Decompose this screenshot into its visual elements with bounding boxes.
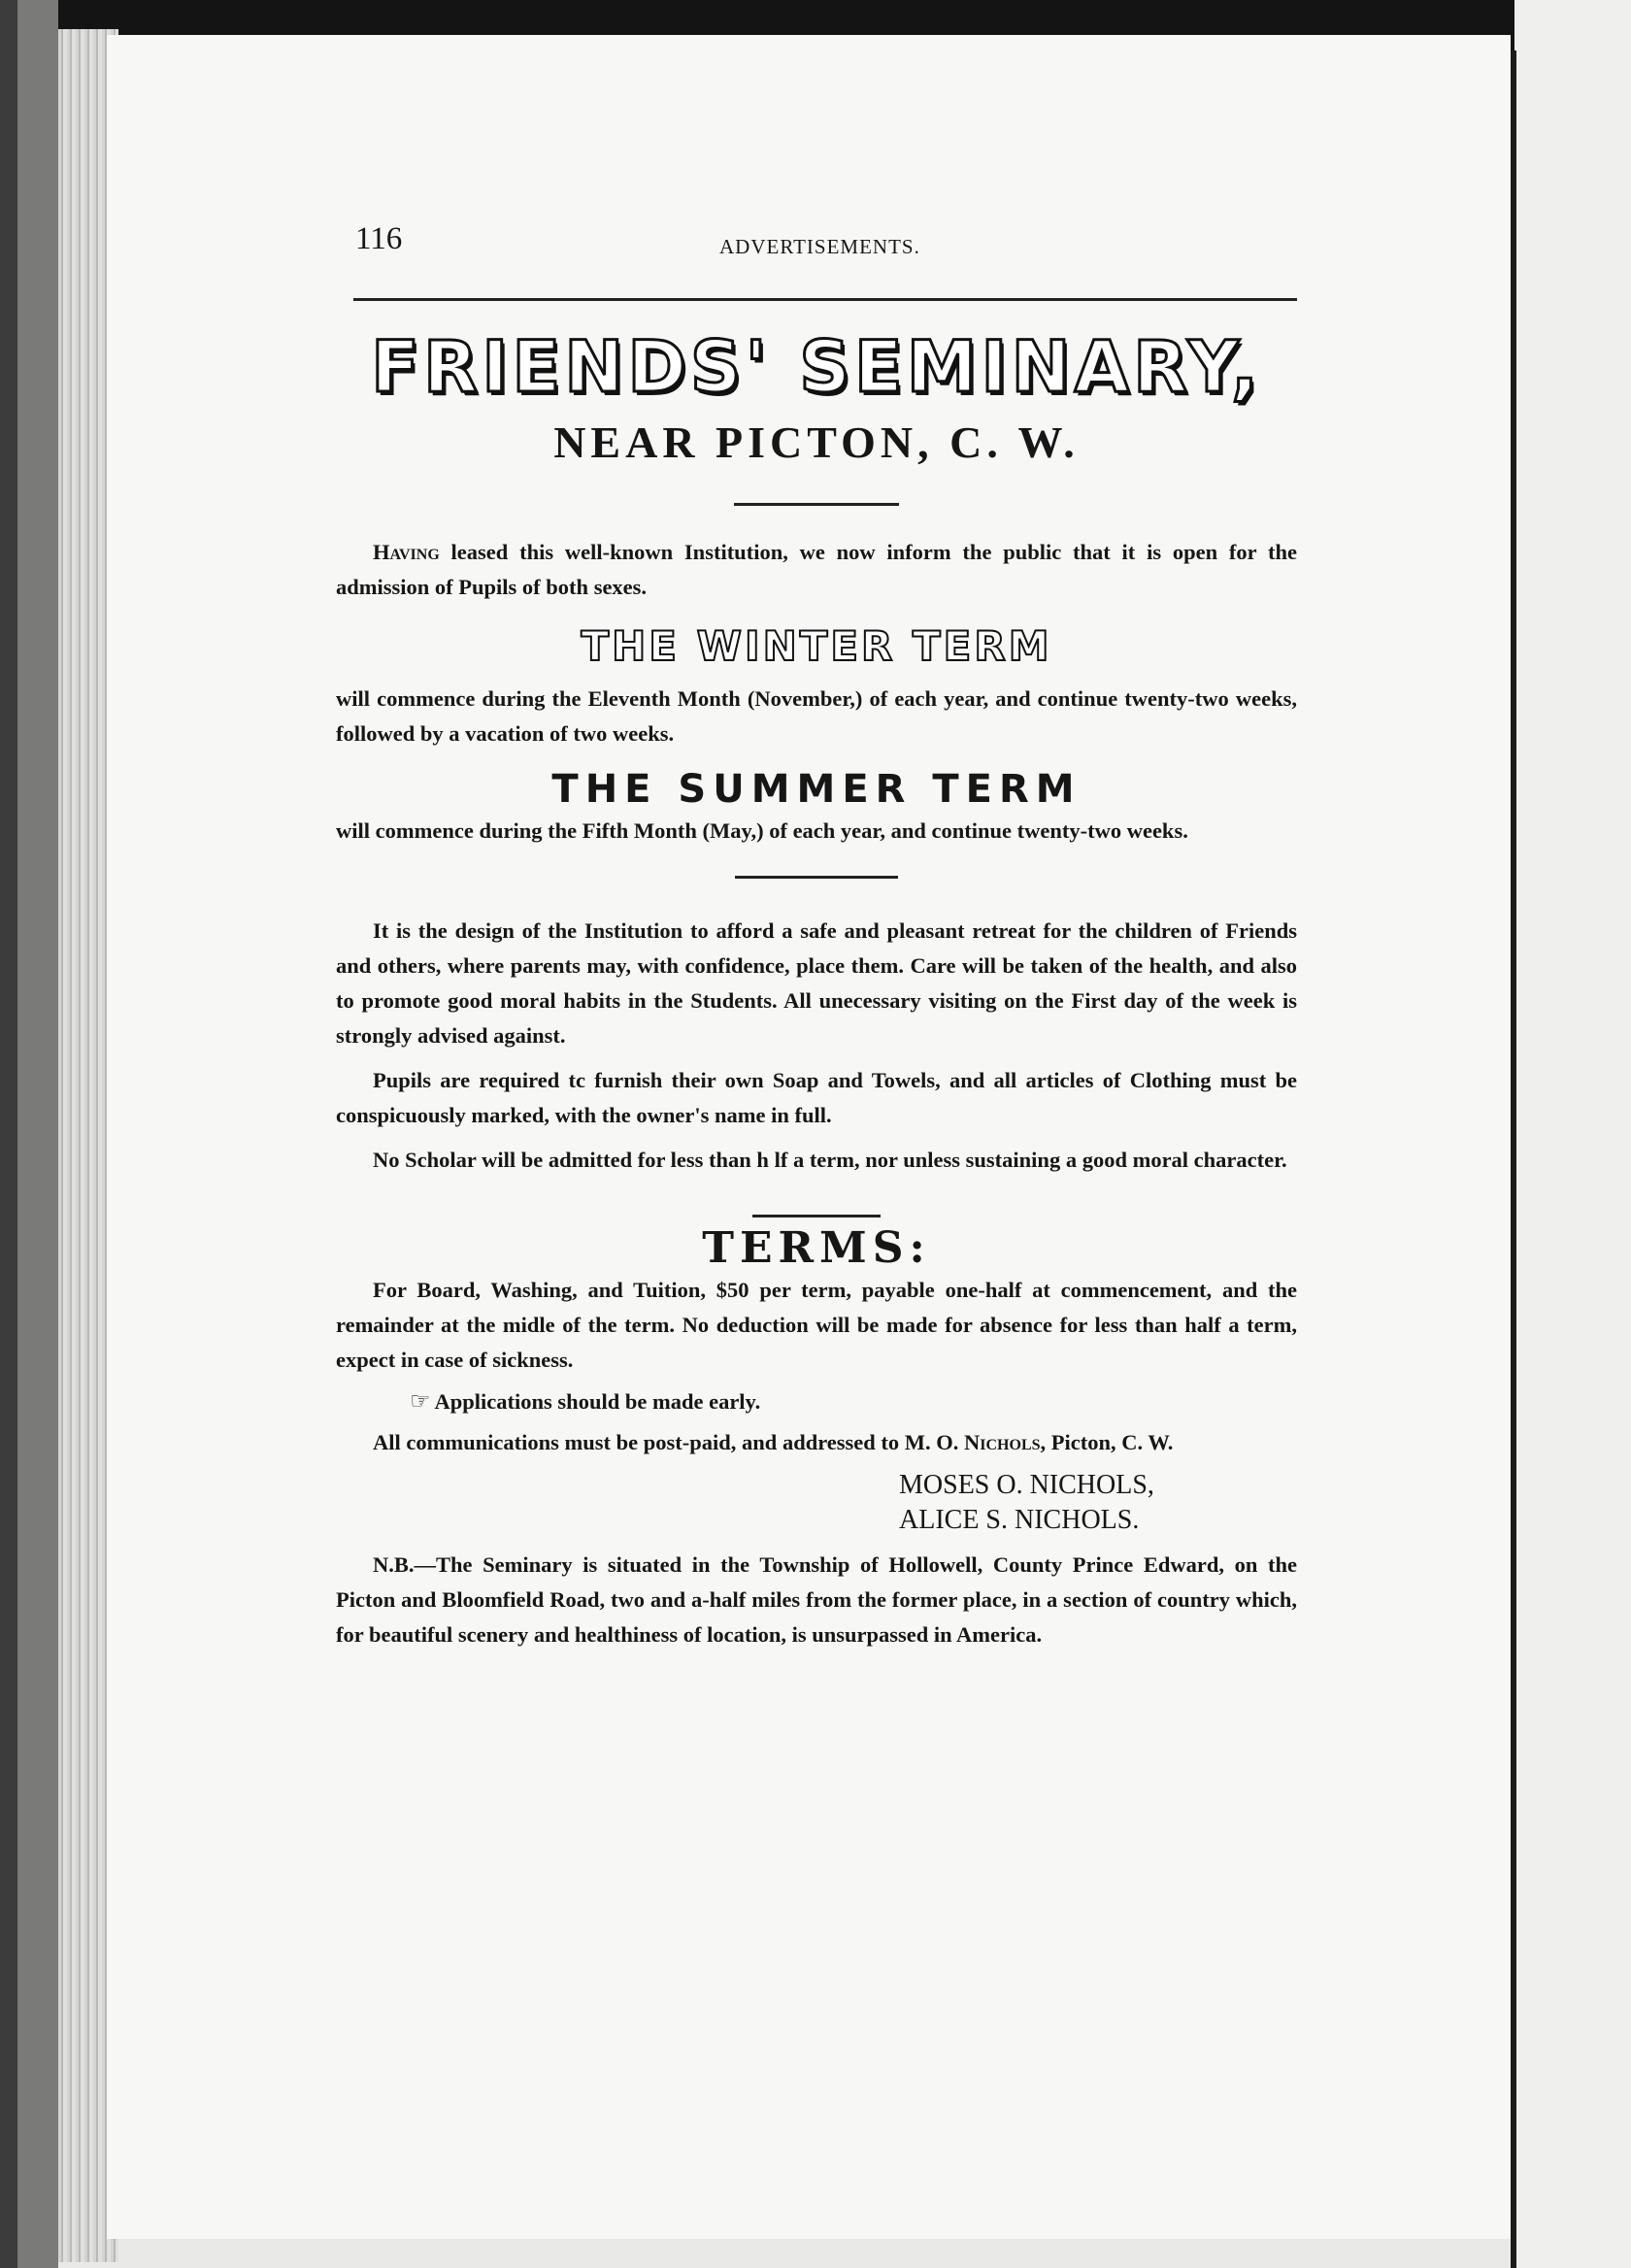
intro-lead-word: Having — [373, 540, 440, 564]
terms-heading: TERMS: — [702, 1223, 931, 1273]
section-divider — [752, 1215, 881, 1217]
pointing-hand-icon: ☞ — [410, 1387, 431, 1415]
applications-text: Applications should be made early. — [434, 1389, 761, 1414]
winter-term-heading: THE WINTER TERM — [581, 622, 1052, 670]
scholar-paragraph: No Scholar will be admitted for less than h lf a term, nor unless sustaining a good moral character. — [373, 1148, 1287, 1172]
seminary-title: FRIENDS' SEMINARY, — [371, 326, 1262, 409]
summer-term-heading: THE SUMMER TERM — [551, 767, 1082, 812]
scan-left-border — [0, 0, 17, 2268]
summer-term-text: will commence during the Fifth Month (May,) of each year, and continue twenty-two weeks. — [336, 818, 1188, 843]
signature-alice: ALICE S. NICHOLS. — [899, 1505, 1140, 1535]
advertisement-content — [336, 216, 1297, 1652]
communications-prefix: All communications must be post-paid, and addressed to M. O. — [373, 1430, 965, 1454]
applications-paragraph — [336, 1384, 1297, 1419]
location-subtitle: NEAR PICTON, C. W. — [553, 417, 1080, 467]
facing-page-edge — [1511, 50, 1516, 2268]
section-divider — [734, 503, 899, 506]
running-title: ADVERTISEMENTS. — [719, 235, 920, 258]
communications-paragraph — [336, 1425, 1297, 1460]
design-paragraph: It is the design of the Institution to afford a safe and pleasant retreat for the children of Friends and others, where parents may, with confidence, place them. Care will be taken of the health, and also to promote good moral habits in the Students. All unecessary visiting on the First day of the week is strongly advised against. — [336, 918, 1297, 1048]
nb-paragraph: N.B.—The Seminary is situated in the Township of Hollowell, County Prince Edward, on the Picton and Bloomfield Road, two and a-half miles from the former place, in a section of country which, for beautiful scenery and healthiness of location, is unsurpassed in America. — [336, 1552, 1297, 1647]
running-head — [336, 216, 1297, 258]
intro-paragraph — [336, 535, 1297, 605]
section-divider — [735, 876, 898, 879]
terms-board-paragraph: For Board, Washing, and Tuition, $50 per term, payable one-half at commencement, and the remainder at the midle of the term. No deduction will be made for absence for less than half a term, expect in case of sickness. — [336, 1278, 1297, 1372]
facing-page-margin — [1514, 0, 1631, 2268]
intro-text: leased this well-known Institution, we now inform the public that it is open for the admission of Pupils of both sexes. — [336, 540, 1297, 599]
communications-name: Nichols — [964, 1430, 1041, 1454]
pupils-paragraph: Pupils are required tc furnish their own Soap and Towels, and all articles of Clothing must be conspicuously marked, with the owner's name in full. — [336, 1068, 1297, 1127]
communications-suffix: , Picton, C. W. — [1040, 1430, 1174, 1454]
signature-block — [899, 1468, 1297, 1538]
winter-term-text: will commence during the Eleventh Month (November,) of each year, and continue twenty-two weeks, followed by a vacation of two weeks. — [336, 686, 1297, 746]
page-number: 116 — [355, 221, 403, 256]
header-rule — [353, 298, 1297, 301]
signature-moses: MOSES O. NICHOLS, — [899, 1470, 1154, 1500]
